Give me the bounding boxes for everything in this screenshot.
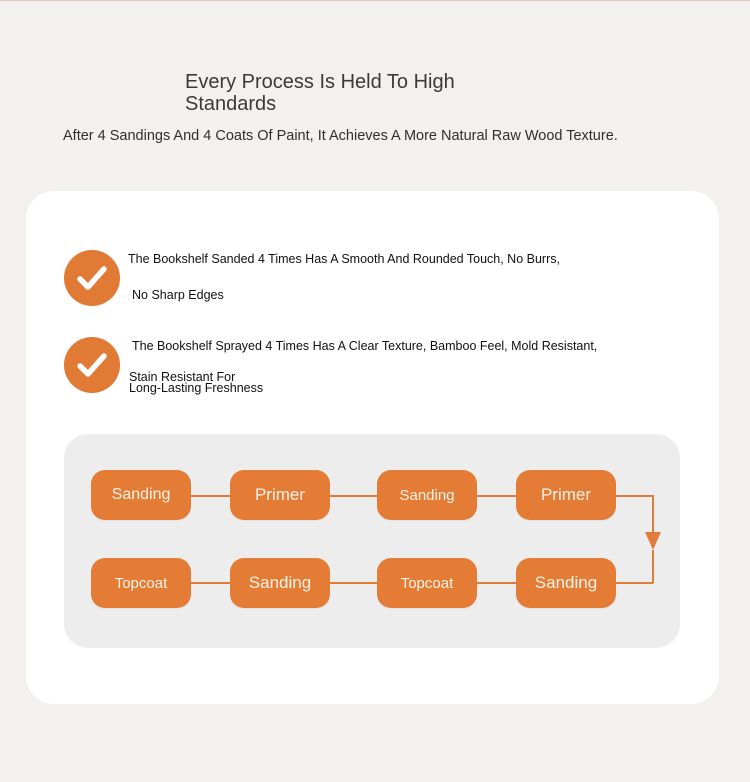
process-step-label: Topcoat: [114, 574, 168, 592]
feature-1-line-2: No Sharp Edges: [132, 288, 224, 302]
process-step-3: [377, 470, 477, 520]
process-step-5: [516, 558, 616, 608]
page-subtitle: After 4 Sandings And 4 Coats Of Paint, It Achieves A More Natural Raw Wood Texture.: [63, 128, 618, 144]
feature-1-line-1: The Bookshelf Sanded 4 Times Has A Smooth And Rounded Touch, No Burrs,: [128, 252, 560, 266]
connector-line: [191, 495, 230, 497]
connector-line: [330, 495, 377, 497]
connector-line: [477, 495, 516, 497]
process-step-7: [230, 558, 330, 608]
process-step-6: [377, 558, 477, 608]
connector-line: [191, 582, 230, 584]
process-step-label: Sanding: [399, 486, 455, 504]
feature-2-line-2: Stain Resistant For: [129, 370, 236, 384]
process-flow-panel: [64, 434, 680, 648]
process-step-8: [91, 558, 191, 608]
connector-line: [616, 582, 653, 584]
process-step-1: [91, 470, 191, 520]
page-title: Every Process Is Held To High Standards: [185, 71, 455, 115]
process-step-label: Primer: [540, 485, 592, 504]
process-step-label: Topcoat: [400, 574, 454, 592]
check-icon-glyph: [74, 347, 110, 383]
feature-2-line-1: The Bookshelf Sprayed 4 Times Has A Clear Texture, Bamboo Feel, Mold Resistant,: [132, 339, 598, 353]
check-icon: [64, 250, 120, 306]
check-icon: [64, 337, 120, 393]
connector-line: [477, 582, 516, 584]
check-icon-glyph: [74, 260, 110, 296]
process-step-2: [230, 470, 330, 520]
feature-2-line-3: Long-Lasting Freshness: [129, 381, 264, 395]
process-step-4: [516, 470, 616, 520]
connector-line: [616, 495, 653, 497]
process-step-label: Primer: [254, 485, 306, 504]
process-step-label: Sanding: [534, 573, 598, 592]
connector-line-vertical: [652, 550, 654, 583]
process-step-label: Sanding: [248, 573, 312, 592]
connector-line: [330, 582, 377, 584]
arrow-down-icon: [645, 532, 661, 552]
top-border: [0, 0, 750, 1]
process-step-label: Sanding: [111, 486, 171, 503]
